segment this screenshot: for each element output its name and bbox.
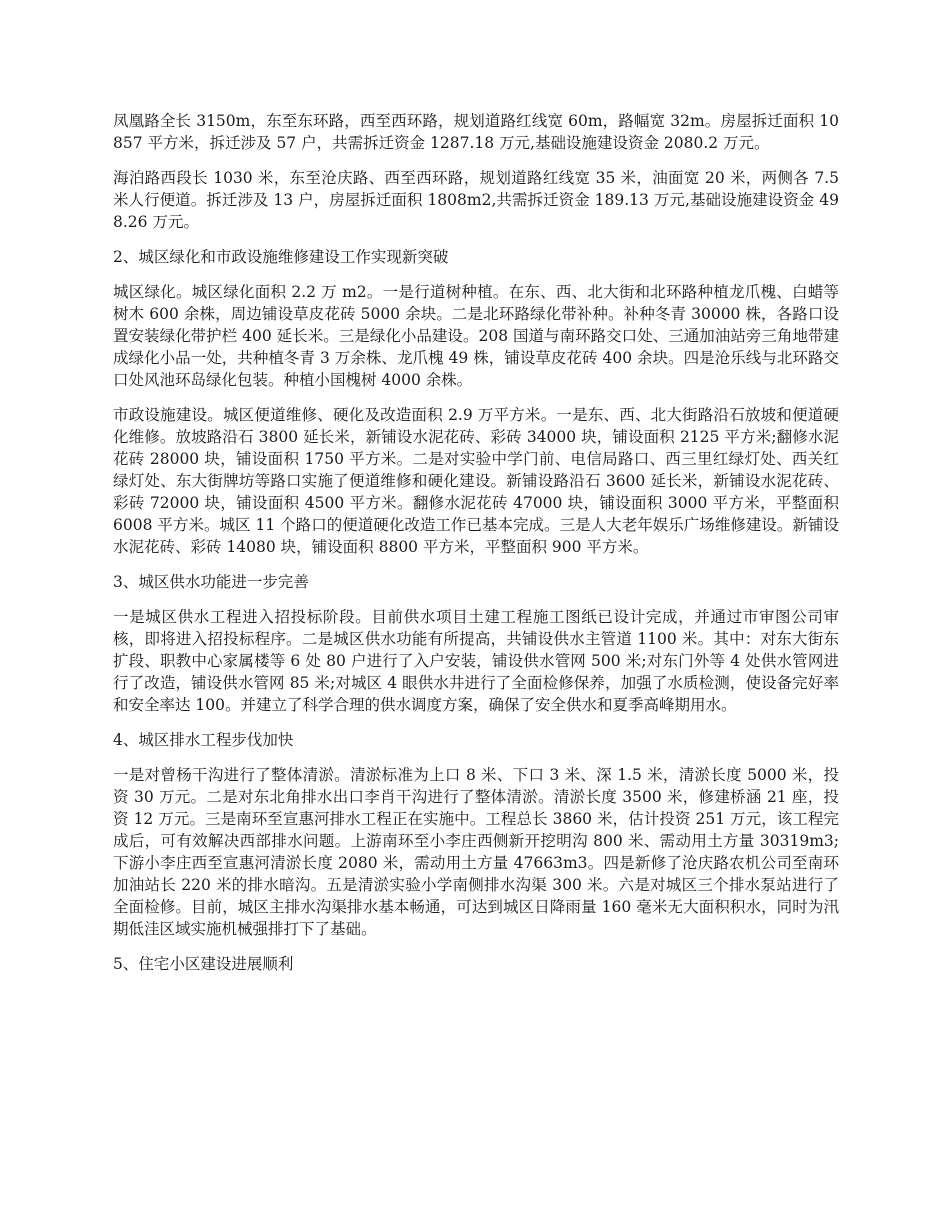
paragraph-fenghuang-road: 凤凰路全长 3150m，东至东环路，西至西环路，规划道路红线宽 60m，路幅宽 32m。房屋拆迁面积 10857 平方米，拆迁涉及 57 户，共需拆迁资金 1287.18 万元,基础设施建设资金 2080.2 万元。	[113, 112, 839, 152]
paragraph-haibo-road: 海泊路西段长 1030 米，东至沧庆路、西至西环路，规划道路红线宽 35 米，油面宽 20 米，两侧各 7.5 米人行便道。拆迁涉及 13 户，房屋拆迁面积 1808m2,共需拆迁资金 189.13 万元,基础设施建设资金 498.26 万元。	[113, 169, 839, 231]
paragraph-water-supply: 一是城区供水工程进入招投标阶段。目前供水项目土建工程施工图纸已设计完成，并通过市审图公司审核，即将进入招投标程序。二是城区供水功能有所提高，共铺设供水主管道 1100 米。其中：对东大街东扩段、职教中心家属楼等 6 处 80 户进行了入户安装，铺设供水管网 500 米;对东门外等 4 处供水管网进行了改造，铺设供水管网 85 米;对城区 4 眼供水井进行了全面检修保养，加强了水质检测，使设备完好率和安全率达 100。并建立了科学合理的供水调度方案，确保了安全供水和夏季高峰期用水。	[113, 608, 839, 714]
section-heading-water-supply: 3、城区供水功能进一步完善	[113, 573, 309, 591]
document-page	[113, 110, 839, 988]
paragraph-municipal-facilities: 市政设施建设。城区便道维修、硬化及改造面积 2.9 万平方米。一是东、西、北大街路沿石放坡和便道硬化维修。放坡路沿石 3800 延长米，新铺设水泥花砖、彩砖 34000 块，铺设面积 2125 平方米;翻修水泥花砖 28000 块，铺设面积 1750 平方米。二是对实验中学门前、电信局路口、西三里红绿灯处、西关红绿灯处、东大街牌坊等路口实施了便道维修和硬化建设。新铺设路沿石 3600 延长米，新铺设水泥花砖、彩砖 72000 块，铺设面积 4500 平方米。翻修水泥花砖 47000 块，铺设面积 3000 平方米，平整面积 6008 平方米。城区 11 个路口的便道硬化改造工作已基本完成。三是人大老年娱乐广场维修建设。新铺设水泥花砖、彩砖 14080 块，铺设面积 8800 平方米，平整面积 900 平方米。	[113, 406, 839, 556]
paragraph-drainage: 一是对曾杨干沟进行了整体清淤。清淤标准为上口 8 米、下口 3 米、深 1.5 米，清淤长度 5000 米，投资 30 万元。二是对东北角排水出口李肖干沟进行了整体清淤。清淤长度 3500 米，修建桥涵 21 座，投资 12 万元。三是南环至宣惠河排水工程正在实施中。工程总长 3860 米，估计投资 251 万元，该工程完成后，可有效解决西部排水问题。上游南环至小李庄西侧新开挖明沟 800 米、需动用土方量 30319m3;下游小李庄西至宣惠河清淤长度 2080 米，需动用土方量 47663m3。四是新修了沧庆路农机公司至南环加油站长 220 米的排水暗沟。五是清淤实验小学南侧排水沟渠 300 米。六是对城区三个排水泵站进行了全面检修。目前，城区主排水沟渠排水基本畅通，可达到城区日降雨量 160 毫米无大面积积水，同时为汛期低洼区域实施机械强排打下了基础。	[113, 766, 839, 938]
section-heading-greening: 2、城区绿化和市政设施维修建设工作实现新突破	[113, 248, 449, 266]
section-heading-residential: 5、住宅小区建设进展顺利	[113, 955, 294, 973]
section-heading-drainage: 4、城区排水工程步伐加快	[113, 731, 294, 749]
paragraph-urban-greening: 城区绿化。城区绿化面积 2.2 万 m2。一是行道树种植。在东、西、北大街和北环路种植龙爪槐、白蜡等树木 600 余株，周边铺设草皮花砖 5000 余块。二是北环路绿化带补种。补种冬青 30000 株，各路口设置安装绿化带护栏 400 延长米。三是绿化小品建设。208 国道与南环路交口处、三通加油站旁三角地带建成绿化小品一处，共种植冬青 3 万余株、龙爪槐 49 株，铺设草皮花砖 400 余块。四是沧乐线与北环路交口处风池环岛绿化包装。种植小国槐树 4000 余株。	[113, 283, 839, 389]
